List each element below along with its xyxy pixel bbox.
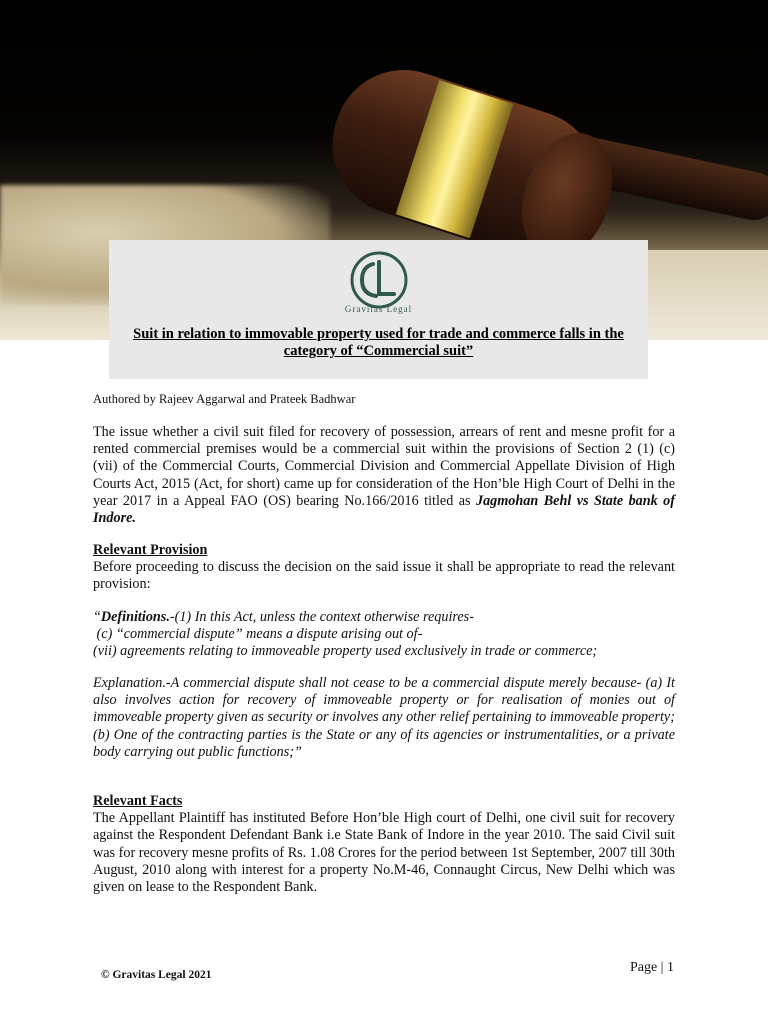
relevant-facts-text: The Appellant Plaintiff has instituted Before Hon’ble High court of Delhi, one civil suit for recovery against the Respondent Defendant Bank i.e State Bank of Indore in the year 2010. The said Civil suit was for recovery mesne profits of Rs. 1.08 Crores for the period between 1st September, 2007 till 30th August, 2010 along with interest for a property No.M-46, Connaught Circus, New Delhi which was given on lease to the Respondent Bank. bbox=[93, 810, 675, 896]
gravitas-legal-logo-icon bbox=[349, 250, 409, 310]
intro-paragraph bbox=[93, 424, 675, 527]
relevant-facts-section bbox=[93, 793, 675, 896]
quote-line-3: (vii) agreements relating to immoveable property used exclusively in trade or commerce; bbox=[93, 643, 598, 660]
definitions-label: Definitions. bbox=[100, 609, 170, 625]
relevant-facts-heading: Relevant Facts bbox=[93, 793, 183, 809]
title-box bbox=[109, 240, 648, 379]
logo-wordmark: Gravitas Legal bbox=[344, 304, 413, 314]
quote-line-2: (c) “commercial dispute” means a dispute arising out of- bbox=[93, 626, 423, 643]
relevant-provision-heading: Relevant Provision bbox=[93, 542, 208, 558]
authors-line: Authored by Rajeev Aggarwal and Prateek Badhwar bbox=[93, 392, 356, 406]
explanation-quote bbox=[93, 675, 675, 761]
intro-text: The issue whether a civil suit filed for recovery of possession, arrears of rent and mesne profit for a rented commercial premises would be a commercial suit within the provisions of Section 2 (1) (c) (vii) of the Commercial Courts, Commercial Division and Commercial Appellate Division of High Courts Act, 2015 (Act, for short) came up for consideration of the Hon’ble High Court of Delhi in the year 2017 in a Appeal FAO (OS) bearing No.166/2016 titled as bbox=[93, 424, 675, 509]
statute-quote bbox=[93, 609, 675, 661]
relevant-provision-section bbox=[93, 542, 675, 594]
relevant-provision-text: Before proceeding to discuss the decision on the said issue it shall be appropriate to read the relevant provision: bbox=[93, 559, 675, 593]
page-number: Page | 1 bbox=[629, 960, 674, 975]
quote-line-1: “Definitions.-(1) In this Act, unless the context otherwise requires- bbox=[93, 609, 474, 625]
clause-b-text: (b) One of the contracting parties is the State or any of its agencies or instrumentalities, or a private body carrying out public functions;” bbox=[93, 726, 675, 760]
case-name: Jagmohan Behl vs State bank of Indore. bbox=[93, 492, 675, 527]
document-title: Suit in relation to immovable property used for trade and commerce falls in the category of “Commercial suit” bbox=[133, 326, 624, 359]
explanation-text: Explanation.-A commercial dispute shall not cease to be a commercial dispute merely because- (a) It also involves action for recovery of immoveable property or for realisation of monies out of immoveable property given as security or involves any other relief pertaining to immoveable property; bbox=[93, 675, 675, 726]
footer-copyright: © Gravitas Legal 2021 bbox=[101, 969, 212, 981]
